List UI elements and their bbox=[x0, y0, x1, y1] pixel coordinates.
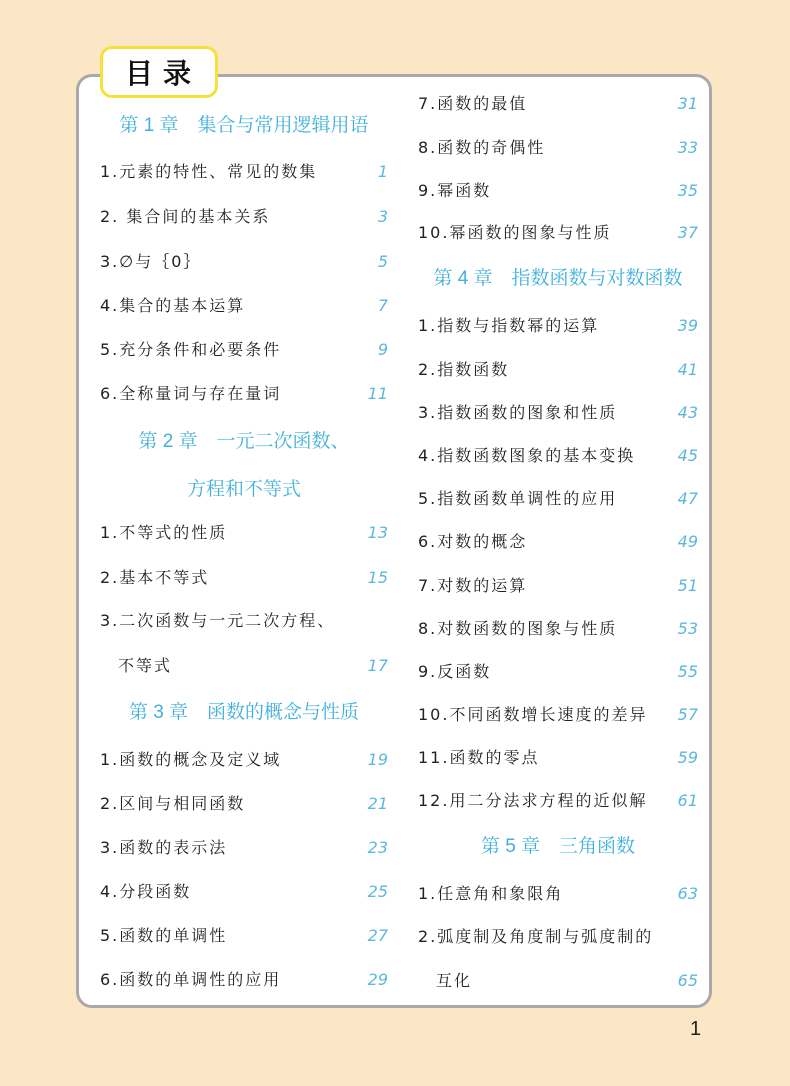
toc-entry-title: 2.区间与相同函数 bbox=[100, 794, 246, 813]
toc-entry[interactable] bbox=[418, 89, 698, 119]
toc-entry[interactable] bbox=[418, 311, 698, 341]
chapter-heading: 方程和不等式 bbox=[186, 479, 301, 500]
toc-entry-title: 8.函数的奇偶性 bbox=[418, 138, 546, 157]
toc-entry[interactable] bbox=[418, 218, 698, 248]
toc-entry-title: 7.函数的最值 bbox=[418, 94, 528, 113]
toc-entry-title: 5.函数的单调性 bbox=[100, 926, 228, 945]
toc-entry[interactable] bbox=[418, 966, 698, 996]
page-number: 1 bbox=[690, 1018, 702, 1040]
toc-entry-page: 11 bbox=[367, 384, 388, 403]
chapter-heading: 第 5 章 三角函数 bbox=[480, 836, 636, 857]
toc-entry-page: 23 bbox=[367, 838, 388, 857]
toc-entry[interactable] bbox=[100, 202, 388, 232]
toc-entry-title: 互化 bbox=[436, 971, 473, 990]
toc-entry-title: 1.任意角和象限角 bbox=[418, 884, 564, 903]
toc-entry[interactable] bbox=[418, 441, 698, 471]
toc-entry[interactable] bbox=[100, 833, 388, 863]
toc-entry-page: 21 bbox=[367, 794, 388, 813]
toc-entry-title: 1.元素的特性、常见的数集 bbox=[100, 162, 318, 181]
toc-entry-page: 35 bbox=[677, 181, 698, 200]
toc-entry[interactable] bbox=[418, 527, 698, 557]
toc-entry-title: 3.二次函数与一元二次方程、 bbox=[100, 611, 336, 630]
toc-entry-title: 10.不同函数增长速度的差异 bbox=[418, 705, 648, 724]
toc-entry-title: 4.分段函数 bbox=[100, 882, 192, 901]
toc-entry[interactable] bbox=[418, 571, 698, 601]
toc-entry-page: 57 bbox=[677, 705, 698, 724]
toc-entry-page: 45 bbox=[677, 446, 698, 465]
toc-entry-page: 37 bbox=[677, 223, 698, 242]
toc-entry-title: 3.指数函数的图象和性质 bbox=[418, 403, 618, 422]
toc-entry-page: 41 bbox=[677, 360, 698, 379]
toc-entry-page: 61 bbox=[677, 791, 698, 810]
toc-entry-page: 47 bbox=[677, 489, 698, 508]
toc-entry-page: 63 bbox=[677, 884, 698, 903]
toc-entry[interactable] bbox=[418, 614, 698, 644]
toc-entry-title: 11.函数的零点 bbox=[418, 748, 540, 767]
toc-entry-title: 9.幂函数 bbox=[418, 181, 492, 200]
chapter-heading: 第 4 章 指数函数与对数函数 bbox=[433, 268, 683, 289]
toc-entry-page: 13 bbox=[367, 523, 388, 542]
toc-entry[interactable] bbox=[100, 789, 388, 819]
toc-entry-title: 1.函数的概念及定义域 bbox=[100, 750, 282, 769]
toc-entry-page: 53 bbox=[677, 619, 698, 638]
toc-entry-page: 9 bbox=[377, 340, 388, 359]
toc-entry-page: 51 bbox=[677, 576, 698, 595]
toc-entry[interactable] bbox=[100, 965, 388, 995]
toc-entry-title: 5.充分条件和必要条件 bbox=[100, 340, 282, 359]
toc-entry[interactable] bbox=[418, 700, 698, 730]
toc-entry-title: 6.全称量词与存在量词 bbox=[100, 384, 282, 403]
toc-entry[interactable] bbox=[100, 921, 388, 951]
toc-entry-page: 55 bbox=[677, 662, 698, 681]
toc-entry-title: 10.幂函数的图象与性质 bbox=[418, 223, 612, 242]
toc-entry[interactable] bbox=[100, 379, 388, 409]
toc-entry[interactable] bbox=[100, 157, 388, 187]
toc-entry[interactable] bbox=[418, 484, 698, 514]
toc-entry[interactable] bbox=[100, 518, 388, 548]
toc-entry-title: 4.集合的基本运算 bbox=[100, 296, 246, 315]
toc-entry-page: 33 bbox=[677, 138, 698, 157]
toc-entry-title: 5.指数函数单调性的应用 bbox=[418, 489, 618, 508]
toc-entry-title: 9.反函数 bbox=[418, 662, 492, 681]
toc-entry-title: 2.指数函数 bbox=[418, 360, 510, 379]
toc-entry-title: 4.指数函数图象的基本变换 bbox=[418, 446, 636, 465]
toc-entry[interactable] bbox=[418, 176, 698, 206]
toc-entry[interactable] bbox=[418, 133, 698, 163]
toc-entry[interactable] bbox=[100, 563, 388, 593]
toc-entry-page: 7 bbox=[377, 296, 388, 315]
toc-entry-title: 不等式 bbox=[118, 656, 173, 675]
toc-title: 目录 bbox=[100, 46, 218, 98]
toc-entry-title: 2.基本不等式 bbox=[100, 568, 210, 587]
toc-entry-title: 3.∅与｛0｝ bbox=[100, 252, 202, 271]
toc-entry[interactable] bbox=[100, 745, 388, 775]
toc-entry[interactable] bbox=[418, 657, 698, 687]
toc-entry-page: 17 bbox=[367, 656, 388, 675]
toc-entry-page: 15 bbox=[367, 568, 388, 587]
toc-entry[interactable] bbox=[100, 291, 388, 321]
toc-entry-title: 7.对数的运算 bbox=[418, 576, 528, 595]
toc-entry[interactable] bbox=[100, 247, 388, 277]
toc-entry[interactable] bbox=[418, 786, 698, 816]
toc-entry-title: 12.用二分法求方程的近似解 bbox=[418, 791, 648, 810]
toc-entry-title: 2. 集合间的基本关系 bbox=[100, 207, 271, 226]
toc-entry[interactable] bbox=[100, 877, 388, 907]
chapter-heading: 第 3 章 函数的概念与性质 bbox=[128, 702, 360, 723]
toc-entry[interactable] bbox=[418, 355, 698, 385]
toc-entry-page: 65 bbox=[677, 971, 698, 990]
toc-entry-page: 59 bbox=[677, 748, 698, 767]
toc-entry-title: 8.对数函数的图象与性质 bbox=[418, 619, 618, 638]
toc-entry-page: 3 bbox=[377, 207, 388, 226]
toc-entry-title: 6.对数的概念 bbox=[418, 532, 528, 551]
toc-entry[interactable] bbox=[418, 743, 698, 773]
toc-entry-page: 49 bbox=[677, 532, 698, 551]
toc-entry-page: 43 bbox=[677, 403, 698, 422]
toc-entry[interactable] bbox=[100, 606, 388, 636]
toc-entry-title: 2.弧度制及角度制与弧度制的 bbox=[418, 927, 654, 946]
toc-entry[interactable] bbox=[418, 879, 698, 909]
toc-entry[interactable] bbox=[418, 398, 698, 428]
chapter-heading: 第 2 章 一元二次函数、 bbox=[138, 431, 350, 452]
toc-entry-page: 27 bbox=[367, 926, 388, 945]
toc-entry-page: 25 bbox=[367, 882, 388, 901]
toc-entry-title: 1.指数与指数幂的运算 bbox=[418, 316, 600, 335]
toc-entry-page: 29 bbox=[367, 970, 388, 989]
toc-entry-page: 39 bbox=[677, 316, 698, 335]
toc-entry-page: 31 bbox=[677, 94, 698, 113]
toc-entry-page: 19 bbox=[367, 750, 388, 769]
chapter-heading: 第 1 章 集合与常用逻辑用语 bbox=[119, 115, 369, 136]
toc-entry[interactable] bbox=[418, 922, 698, 952]
toc-entry-page: 1 bbox=[377, 162, 388, 181]
toc-entry-title: 3.函数的表示法 bbox=[100, 838, 228, 857]
toc-entry-page: 5 bbox=[377, 252, 388, 271]
toc-entry[interactable] bbox=[100, 335, 388, 365]
toc-entry[interactable] bbox=[100, 651, 388, 681]
toc-entry-title: 1.不等式的性质 bbox=[100, 523, 228, 542]
toc-entry-title: 6.函数的单调性的应用 bbox=[100, 970, 282, 989]
